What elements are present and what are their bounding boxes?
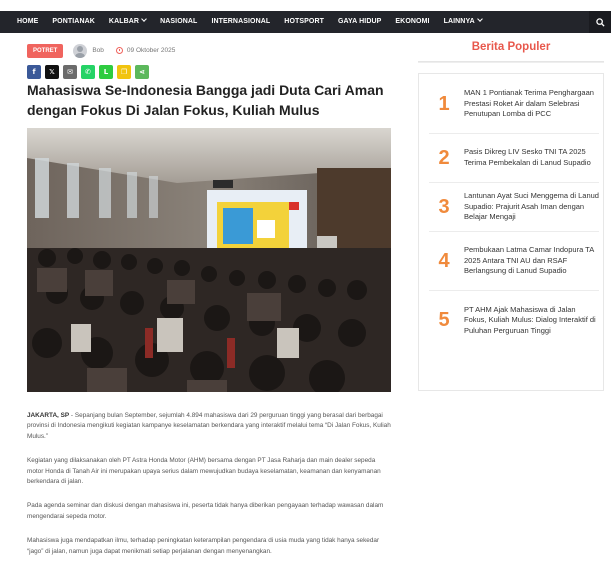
nav-item-ekonomi[interactable]: EKONOMI — [395, 18, 430, 25]
rank-number: 4 — [438, 249, 450, 272]
article — [17, 33, 403, 586]
copy-icon: ❐ — [120, 68, 128, 76]
copy-share-button[interactable] — [117, 65, 131, 79]
rank-number: 3 — [438, 195, 450, 218]
popular-item-link[interactable]: Lantunan Ayat Suci Menggema di Lanud Supadio: Prajurit Asah Iman dengan Belajar Mengaji — [464, 191, 599, 222]
popular-item-2[interactable] — [429, 134, 599, 183]
nav-item-lainnya-label: LAINNYA — [443, 18, 475, 25]
rank-number: 1 — [438, 92, 450, 115]
facebook-icon: f — [32, 68, 36, 76]
popular-item-5[interactable] — [429, 291, 599, 350]
chevron-down-icon — [141, 16, 147, 22]
nav-item-kalbar[interactable] — [102, 11, 153, 33]
article-meta — [27, 43, 175, 58]
sidebar-divider — [418, 61, 604, 63]
popular-item-link[interactable]: MAN 1 Pontianak Terima Penghargaan Prestasi Roket Air dalam Selebrasi Penutupan Lomba di PCC — [464, 88, 594, 119]
nav-item-hotsport[interactable]: HOTSPORT — [284, 18, 324, 25]
seminar-photo — [27, 128, 391, 392]
share-bar — [27, 65, 149, 79]
x-icon: 𝕏 — [49, 68, 55, 76]
share-icon: ⋖ — [139, 68, 145, 76]
article-paragraph: Kegiatan yang dilaksanakan oleh PT Astra Honda Motor (AHM) bersama dengan PT Jasa Raharja dan main dealer sepeda motor Honda di Tanah Air ini merupakan upaya serius dalam mewujudkan budaya keselamatan, keamanan dan kenyamanan berkendara di jalan. — [27, 457, 381, 486]
line-icon: L — [103, 68, 109, 76]
article-title: Mahasiswa Se-Indonesia Bangga jadi Duta Cari Aman dengan Fokus Di Jalan Fokus, Kuliah Mulus — [27, 82, 384, 118]
rank-number: 2 — [438, 146, 450, 169]
search-icon — [596, 18, 605, 27]
whatsapp-share-button[interactable] — [81, 65, 95, 79]
nav-item-kalbar-label: KALBAR — [108, 18, 140, 25]
category-badge[interactable]: POTRET — [27, 44, 63, 58]
popular-news-list — [418, 73, 604, 391]
x-share-button[interactable] — [45, 65, 59, 79]
top-navigation — [0, 11, 611, 33]
sidebar-title: Berita Populer — [471, 41, 551, 53]
rank-number: 5 — [438, 309, 450, 331]
article-paragraph: Mahasiswa juga mendapatkan ilmu, terhadap peningkatan keterampilan pengendara di usia muda yang tidak hanya sekedar “jago” di jalan, namun juga dapat menikmati setiap perjalanan dengan menyenangkan. — [27, 537, 380, 555]
avatar — [73, 44, 87, 58]
author-name[interactable]: Bob — [92, 47, 104, 54]
popular-item-4[interactable] — [429, 232, 599, 291]
share-share-button[interactable] — [135, 65, 149, 79]
article-paragraph: Pada agenda seminar dan diskusi dengan mahasiswa ini, peserta tidak hanya diberikan pengayaan terhadap wawasan dalam mengendarai sepeda motor. — [27, 502, 384, 520]
nav-item-pontianak[interactable]: PONTIANAK — [52, 18, 95, 25]
popular-news-sidebar — [418, 33, 604, 586]
publish-date: 09 Oktober 2025 — [126, 47, 176, 54]
line-share-button[interactable] — [99, 65, 113, 79]
nav-item-home[interactable]: HOME — [17, 18, 39, 25]
nav-item-lainnya[interactable] — [437, 11, 489, 33]
chevron-down-icon — [477, 16, 483, 22]
nav-item-internasional[interactable]: INTERNASIONAL — [211, 18, 271, 25]
facebook-share-button[interactable] — [27, 65, 41, 79]
whatsapp-icon: ✆ — [85, 68, 91, 76]
search-button[interactable] — [589, 11, 611, 33]
article-paragraph: JAKARTA, SP - Sepanjang bulan September, sejumlah 4.894 mahasiswa dari 29 perguruan tinggi yang berasal dari berbagai provinsi di Indonesia mengikuti kegiatan kampanye keselamatan berkendara yang interaktif melalui tema “Di Jalan Fokus, Kuliah Mulus.” — [27, 412, 391, 440]
popular-item-link[interactable]: Pasis Dikreg LIV Sesko TNI TA 2025 Terima Pembekalan di Lanud Supadio — [464, 147, 591, 167]
dateline: JAKARTA, SP — [27, 412, 70, 419]
nav-item-nasional[interactable]: NASIONAL — [160, 18, 198, 25]
clock-icon — [116, 47, 123, 54]
popular-item-3[interactable] — [429, 183, 599, 232]
email-icon: ✉ — [67, 68, 73, 76]
popular-item-link[interactable]: Pembukaan Latma Camar Indopura TA 2025 Antara TNI AU dan RSAF Berlangsung di Lanud Supadio — [464, 245, 594, 276]
paragraph-text: Sepanjang bulan September, sejumlah 4.894 mahasiswa dari 29 perguruan tinggi yang berasal dari berbagai provinsi di Indonesia mengikuti kegiatan kampanye keselamatan berkendara yang interaktif melalui tema “Di Jalan Fokus, Kuliah Mulus.” — [27, 412, 391, 440]
article-photo — [27, 128, 391, 392]
nav-item-gaya-hidup[interactable]: GAYA HIDUP — [338, 18, 382, 25]
popular-item-link[interactable]: PT AHM Ajak Mahasiswa di Jalan Fokus, Kuliah Mulus: Dialog Interaktif di Puluhan Perguruan Tinggi — [464, 304, 596, 335]
email-share-button[interactable] — [63, 65, 77, 79]
article-body — [27, 411, 391, 571]
popular-item-1[interactable] — [429, 75, 599, 134]
